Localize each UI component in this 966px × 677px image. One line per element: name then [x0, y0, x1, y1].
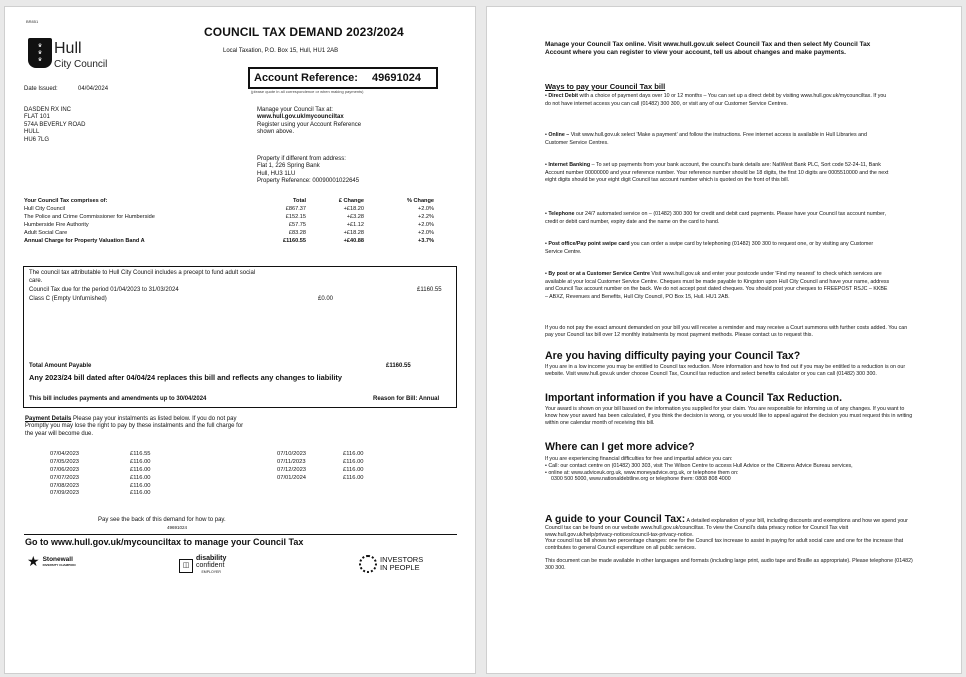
bullet-text: our 24/7 automated service on – (01482) 300 300 for credit and debit card payments. Please have your Council tax account number, credit or debit card number, expiry date and the name on the card to hand.	[545, 211, 886, 225]
see-back-note: Pay see the back of this demand for how to pay.	[98, 517, 226, 523]
table-row	[50, 451, 170, 459]
instalment-amount: £116.00	[130, 474, 151, 481]
instalment-amount: £116.00	[343, 474, 364, 481]
bullet-title: Post office/Pay point swipe card	[548, 241, 630, 247]
instalment-amount: £116.00	[130, 458, 151, 465]
table-row	[277, 475, 397, 483]
charges-header	[24, 197, 444, 205]
manage-info	[257, 107, 361, 137]
charge-change: +£1.12	[346, 222, 364, 228]
address-line: DASDEN RX INC	[24, 107, 72, 113]
table-row	[24, 205, 444, 213]
instalment-amount: £116.00	[343, 458, 364, 465]
charges-table	[24, 197, 444, 245]
charge-name: Hull City Council	[24, 206, 66, 212]
date-issued-label: Date Issued:	[24, 86, 58, 92]
employer-text: EMPLOYER	[201, 570, 221, 574]
annual-label: Annual Charge for Property Valuation Band A	[24, 238, 145, 244]
charge-percent: +2.0%	[417, 230, 434, 236]
divider	[24, 534, 457, 535]
period-text: Council Tax due for the period 01/04/2023 to 31/03/2024	[29, 287, 179, 293]
list-item: • Internet Banking – To set up payments from your bank account, the council's bank details are: NatWest Bank PLC, Sort code 52-24-11, Bank Account number 00000000 and your reference number. Your reference number should be 18 digits, the first 10 digits are 0005510000 and the next eight digits should be your eight digit Council tax account number which is quoted on the front of this bill.	[545, 162, 889, 183]
instalment-date: 07/06/2023	[50, 466, 80, 473]
header-percent: % Change	[406, 198, 434, 204]
payment-heading: Payment Details	[25, 416, 72, 422]
instalment-amount: £116.00	[343, 451, 364, 457]
table-row	[24, 221, 444, 229]
instalment-date: 07/08/2023	[50, 482, 80, 489]
bill-back-page	[486, 6, 962, 674]
charge-percent: +2.2%	[417, 214, 434, 220]
table-row	[50, 459, 170, 467]
address-line: HULL	[24, 129, 40, 136]
date-issued: 04/04/2024	[78, 86, 109, 92]
manage-link[interactable]: www.hull.gov.uk/mycounciltax	[257, 114, 344, 121]
instalment-date: 07/01/2024	[277, 474, 307, 481]
annual-total: £1160.55	[282, 238, 306, 244]
total-label: Total Amount Payable	[29, 363, 92, 369]
header-total: Total	[293, 198, 306, 204]
difficulty-text: If you are in a low income you may be entitled to Council tax reduction. More information and how to find out if you may be entitled to a reduction is on our website. Visit www.hull.gov.uk under choose Council Tax, Council tax reduction and select benefits calculator or you can call (01482) 300 300.	[545, 364, 906, 377]
payment-text: the year will become due.	[25, 430, 94, 437]
bullet-text: Visit www.hull.gov.uk select 'Make a payment' and follow the instructions. Free internet access is available in Hull Libraries and Customer Service Centres.	[545, 132, 867, 146]
advice-online-2: 0300 500 5000, www.nationaldebtline.org or telephone them: 0808 808 4000	[551, 476, 731, 483]
logo-city-council: City Council	[54, 59, 108, 70]
formats-text: This document can be made available in other languages and formats (including large print, audio tape and Braille as appropriate). Please telephone (01482) 300 300.	[545, 557, 913, 571]
stonewall-sub: DIVERSITY CHAMPION	[42, 562, 76, 567]
advice-online: • online at: www.adviceuk.org.uk, www.moneyadvice.org.uk, or telephone them on:	[545, 469, 739, 476]
instalment-amount: £116.55	[130, 451, 151, 457]
page-title: COUNCIL TAX DEMAND 2023/2024	[204, 25, 404, 39]
charge-total: £57.75	[288, 222, 306, 228]
bill-summary-box	[23, 266, 457, 408]
iip-wreath-icon	[359, 555, 377, 573]
iip-text1: INVESTORS	[380, 555, 424, 564]
form-code: BR851	[26, 19, 39, 24]
iip-text2: IN PEOPLE	[380, 563, 420, 572]
annual-change: +£40.88	[343, 238, 364, 244]
bullet-title: Direct Debit	[548, 93, 579, 99]
annual-charge-row	[24, 237, 444, 245]
advice-call: • Call: our contact centre on (01482) 300 303, visit The Wilson Centre to access Hull Advice or the Citizens Advice Bureau services,	[545, 462, 853, 469]
property-line: Hull, HU3 1LU	[257, 170, 296, 177]
guide-heading: A guide to your Council Tax:	[545, 514, 686, 525]
stonewall-text: Stonewall	[42, 555, 73, 563]
investors-in-people-logo	[359, 555, 423, 573]
hull-crest-icon: ♛ ♛ ♛	[28, 38, 52, 68]
address-line: HU6 7LG	[24, 136, 50, 143]
precept-text: The council tax attributable to Hull City Council includes a precept to fund adult social	[29, 270, 256, 276]
bullet-title: Internet Banking	[548, 162, 591, 168]
list-item: • Online – Visit www.hull.gov.uk select 'Make a payment' and follow the instructions. Free internet access is available in Hull Libraries and Customer Service Centres.	[545, 132, 867, 146]
recipient-address	[24, 107, 85, 144]
confident-text: confident	[196, 562, 225, 569]
account-label: Account Reference:	[254, 72, 358, 84]
class-amount: £0.00	[318, 296, 334, 302]
instalments-left	[50, 451, 170, 498]
charge-name: Humberside Fire Authority	[24, 222, 89, 228]
table-row	[24, 229, 444, 237]
payment-text: Promptly you may lose the right to pay by these instalments and the full charge for	[25, 423, 244, 430]
account-number: 49691024	[372, 72, 421, 84]
ways-to-pay-heading: Ways to pay your Council Tax bill	[545, 82, 666, 91]
property-info	[257, 156, 359, 186]
header-comprises: Your Council Tax comprises of:	[24, 198, 108, 204]
instalment-date: 07/04/2023	[50, 451, 80, 457]
account-reference-box	[248, 67, 438, 89]
address-line: 574A BEVERLY ROAD	[24, 121, 86, 128]
table-row	[24, 213, 444, 221]
guide-text: A detailed explanation of your bill, including discounts and exemptions and how we spend your Council tax can be found on our website www.hull.gov.uk/counciltax. To view the Council's data privacy notice for Council Tax visit www.hull.gov.uk/help/privacy-notices/council-tax-privacy-notice.	[545, 518, 908, 538]
header-change: £ Change	[338, 198, 364, 204]
non-payment-text: If you do not pay the exact amount demanded on your bill you will receive a reminder and may receive a Court summons with further costs added. You can pay your Council tax bill over 12 monthly instalments by most payment methods. Please contact us to request this.	[545, 325, 908, 338]
annual-percent: +3.7%	[417, 238, 434, 244]
disability-confident-icon: ◫	[179, 559, 193, 573]
list-item: • Post office/Pay point swipe card you can order a swipe card by telephoning (01482) 300 300 to request one, or by visiting any Customer Service Centre.	[545, 241, 874, 255]
bullet-text: you can order a swipe card by telephoning (01482) 300 300 to request one, or by visiting any Customer Service Centre.	[545, 241, 874, 255]
instalment-date: 07/07/2023	[50, 474, 80, 481]
instalment-date: 07/05/2023	[50, 458, 80, 465]
charge-total: £83.28	[288, 230, 306, 236]
instalment-amount: £116.00	[130, 466, 151, 473]
charge-change: +£18.28	[343, 230, 364, 236]
guide-text-2: Your council tax bill shows two percentage changes: one for the Council tax increase to assist in paying for adult social care and one for the increase that contributes to general Council expenditure on all public services.	[545, 538, 904, 552]
advice-heading: Where can I get more advice?	[545, 441, 695, 453]
bill-front-page	[4, 6, 476, 674]
instalment-date: 07/12/2023	[277, 466, 307, 473]
table-row	[50, 475, 170, 483]
charge-change: +£3.28	[346, 214, 364, 220]
stonewall-logo	[27, 554, 76, 568]
manage-line: Register using your Account Reference	[257, 121, 362, 128]
replaces-notice: Any 2023/24 bill dated after 04/04/24 replaces this bill and reflects any changes to liability	[29, 373, 342, 382]
charge-total: £867.37	[285, 206, 306, 212]
small-reference: 49691024	[167, 525, 188, 530]
bullet-title: By post or at a Customer Service Centre	[548, 271, 650, 277]
bullet-text: – To set up payments from your bank account, the council's bank details are: NatWest Bank PLC, Sort code 52-24-11, Bank Account number 00000000 and your reference number. Your reference number should be 18 digits, the first 10 digits are 0005510000 and the next eight digits should be your eight digit Council tax account number which is quoted on the front of this bill.	[545, 162, 889, 183]
charge-percent: +2.0%	[417, 222, 434, 228]
property-line: Property if different from address:	[257, 156, 346, 162]
list-item: • Direct Debit with a choice of payment days over 10 or 12 months – You can set up a direct debit by visiting www.hull.gov.uk/mycounciltax. If you do not have internet access you can call (01482) 300 300, or visit any of our Customer Service Centres.	[545, 93, 887, 107]
property-line: Flat 1, 226 Spring Bank	[257, 163, 320, 170]
star-icon: ★	[27, 553, 40, 569]
instalment-date: 07/11/2023	[277, 458, 306, 465]
disability-confident-logo	[179, 555, 226, 576]
instalment-date: 07/10/2023	[277, 451, 307, 457]
advice-intro: If you are experiencing financial difficulties for free and impartial advice you can:	[545, 456, 733, 462]
bullet-title: Telephone	[548, 211, 575, 217]
payment-text: Please pay your instalments as listed below. If you do not pay	[71, 416, 237, 422]
class-text: Class C (Empty Unfurnished)	[29, 296, 107, 302]
charge-total: £152.15	[285, 214, 306, 220]
account-note: (please quote in all correspondence or when making payments)	[251, 89, 364, 94]
list-item: • By post or at a Customer Service Centre Visit www.hull.gov.uk and enter your postcode under 'Find my nearest' to check which services are available at your local Customer Service Centre. Cheques must be made payable to Kingston upon Hull City Council and have your name, address and Council Tax account number on the back. We do not accept post dated cheques. You should post your cheques to FREEPOST RSJC – KKBE – ABXZ, Revenues and Benefits, Hull City Council, PO Box 15, Hull. HU1 2AB.	[545, 271, 890, 300]
bullet-text: Visit www.hull.gov.uk and enter your postcode under 'Find my nearest' to check which services are available at your local Customer Service Centre. Cheques must be made payable to Kingston upon Hull City Council and have your name, address and Council Tax account number on the back. We do not accept post dated cheques. You should post your cheques to FREEPOST RSJC – KKBE – ABXZ, Revenues and Benefits, Hull City Council, PO Box 15, Hull. HU1 2AB.	[545, 271, 890, 300]
reduction-heading: Important information if you have a Council Tax Reduction.	[545, 392, 843, 404]
charge-percent: +2.0%	[417, 206, 434, 212]
table-row	[277, 451, 397, 459]
manage-line: Manage your Council Tax at:	[257, 107, 333, 113]
table-row	[277, 459, 397, 467]
table-row	[50, 483, 170, 491]
includes-notice: This bill includes payments and amendments up to 30/04/2024	[29, 396, 207, 402]
precept-text-cont: care.	[29, 278, 43, 284]
charge-name: Adult Social Care	[24, 230, 68, 236]
total-amount: £1160.55	[386, 363, 411, 369]
table-row	[277, 467, 397, 475]
bill-reason: Reason for Bill: Annual	[373, 396, 440, 402]
period-amount: £1160.55	[417, 287, 442, 293]
property-reference: Property Reference: 00090001022645	[257, 178, 360, 185]
list-item: • Telephone our 24/7 automated service on – (01482) 300 300 for credit and debit card payments. Please have your Council tax account number, credit or debit card number, expiry date and the name on the card to hand.	[545, 211, 886, 225]
bullet-text: with a choice of payment days over 10 or 12 months – You can set up a direct debit by visiting www.hull.gov.uk/mycounciltax. If you do not have internet access you can call (01482) 300 300, or visit any of our Customer Service Centres.	[545, 93, 887, 107]
guide-block	[545, 514, 917, 572]
instalment-amount: £116.00	[343, 466, 364, 473]
disability-text: disability	[196, 555, 227, 562]
table-row	[50, 467, 170, 475]
charge-name: The Police and Crime Commissioner for Humberside	[24, 214, 155, 220]
manage-online-intro: Manage your Council Tax online. Visit www.hull.gov.uk select Council Tax and then select My Council Tax Account where you can register to view your account, tell us about changes and make payments.	[545, 41, 871, 56]
bullet-title: Online –	[548, 132, 570, 138]
reduction-text: Your award is shown on your bill based on the information you supplied for your claim. You are responsible for informing us of any changes. If you want to know how your award has been calculated, if you think the decision is wrong, or you would like to appeal against the decision you must request this in writing within one calendar month of receiving this bill.	[545, 406, 913, 426]
charge-change: +£18.20	[343, 206, 364, 212]
manage-line: shown above.	[257, 129, 295, 136]
sender-address: Local Taxation, P.O. Box 15, Hull, HU1 2AB	[223, 48, 339, 54]
instalment-amount: £116.00	[130, 490, 151, 497]
logo-hull: Hull	[54, 40, 82, 57]
instalment-date: 07/09/2023	[50, 490, 80, 497]
manage-online-banner: Go to www.hull.gov.uk/mycounciltax to manage your Council Tax	[25, 537, 304, 547]
table-row	[50, 490, 170, 498]
payment-details-text	[25, 416, 243, 438]
instalment-amount: £116.00	[130, 482, 151, 489]
difficulty-heading: Are you having difficulty paying your Council Tax?	[545, 350, 801, 362]
instalments-right	[277, 451, 397, 483]
address-line: FLAT 101	[24, 114, 50, 121]
advice-block	[545, 456, 917, 483]
